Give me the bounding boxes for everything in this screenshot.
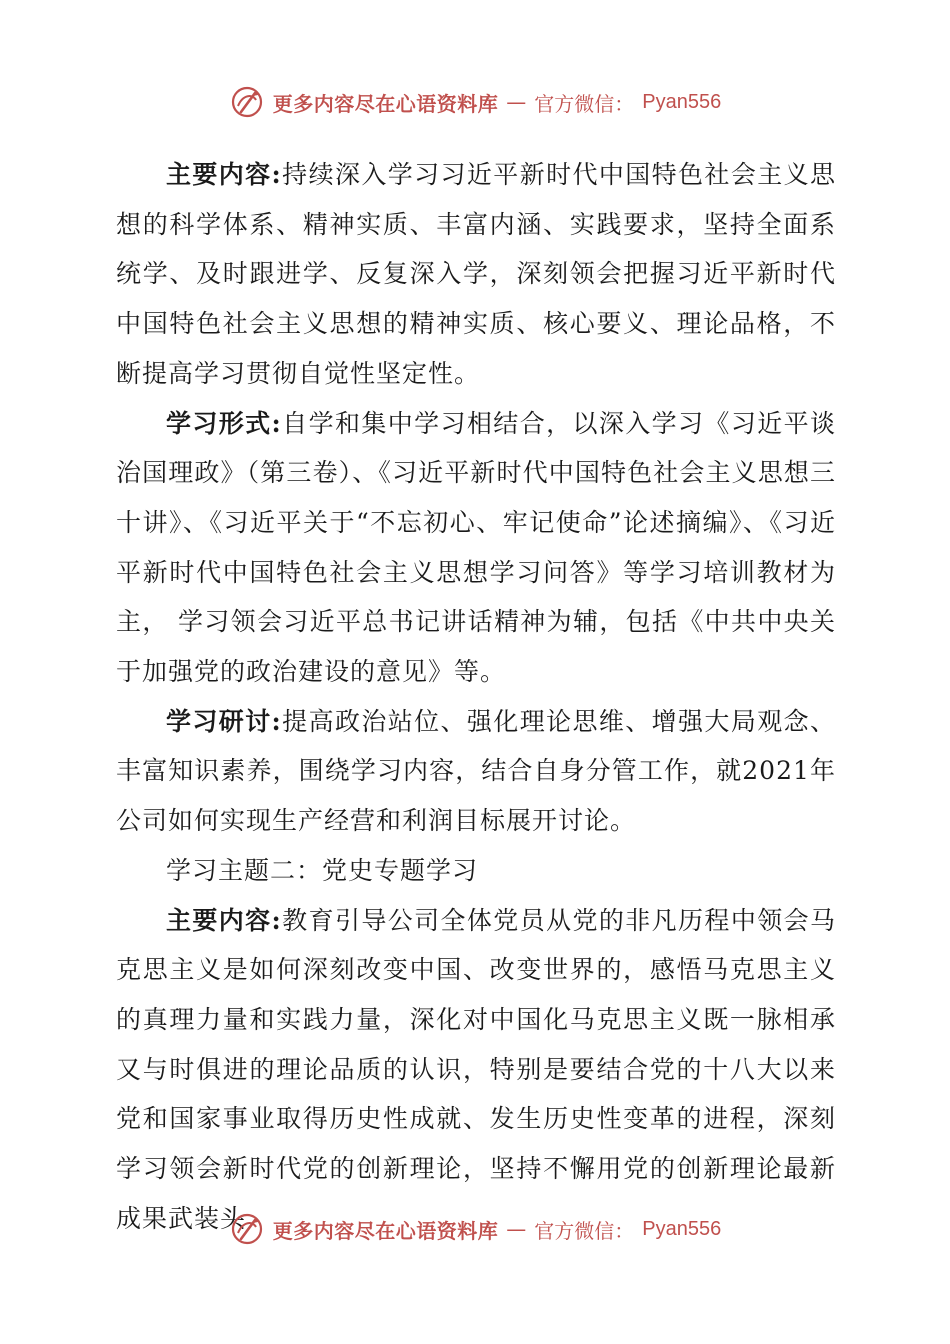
paragraph-main-content-1: [116, 150, 836, 399]
paragraph-text: 提高政治站位、强化理论思维、增强大局观念、丰富知识素养，围绕学习内容，结合自身分管工作，就2021年公司如何实现生产经营和利润目标展开讨论。: [116, 706, 836, 836]
pen-swirl-logo-icon: [229, 1211, 265, 1247]
banner-separator: —: [506, 1217, 527, 1241]
paragraph-study-form: [116, 399, 836, 697]
footer-banner: [0, 1207, 950, 1251]
banner-wechat-label: 官方微信：: [534, 91, 635, 116]
banner-wechat-id: Pyan556: [642, 90, 722, 113]
paragraph-main-content-2: [116, 896, 836, 1244]
document-body: [116, 150, 836, 1243]
paragraph-text: 持续深入学习习近平新时代中国特色社会主义思想的科学体系、精神实质、丰富内涵、实践要求，坚持全面系统学、及时跟进学、反复深入学，深刻领会把握习近平新时代中国特色社会主义思想的精神实质、核心要义、理论品格，不断提高学习贯彻自觉性坚定性。: [116, 160, 836, 388]
banner-wechat-label: 官方微信：: [534, 1218, 635, 1243]
banner-brand: 更多内容尽在心语资料库: [272, 91, 499, 116]
paragraph-text: 自学和集中学习相结合，以深入学习《习近平谈治国理政》（第三卷）、《习近平新时代中国特色社会主义思想三十讲》、《习近平关于“不忘初心、牢记使命”论述摘编》、《习近平新时代中国特色社会主义思想学习问答》等学习培训教材为主， 学习领会习近平总书记讲话精神为辅，包括《中共中央关于加强党的政治建设的意见》等。: [116, 408, 836, 687]
banner-separator: —: [506, 90, 527, 114]
paragraph-study-discussion: [116, 697, 836, 846]
banner-wechat-id: Pyan556: [642, 1217, 722, 1240]
banner-brand: 更多内容尽在心语资料库: [272, 1218, 499, 1243]
paragraph-text: 教育引导公司全体党员从党的非凡历程中领会马克思主义是如何深刻改变中国、改变世界的，感悟马克思主义的真理力量和实践力量，深化对中国化马克思主义既一脉相承又与时俱进的理论品质的认识，特别是要结合党的十八大以来党和国家事业取得历史性成就、发生历史性变革的进程，深刻学习领会新时代党的创新理论，坚持不懈用党的创新理论最新成果武装头: [116, 905, 836, 1233]
header-banner: [0, 80, 950, 124]
pen-swirl-logo-icon: [229, 84, 265, 120]
paragraph-label: 主要内容:: [166, 160, 282, 189]
paragraph-label: 主要内容:: [166, 905, 282, 935]
section-heading-theme-two: 学习主题二：党史专题学习: [166, 855, 479, 885]
paragraph-label: 学习研讨:: [166, 706, 282, 736]
paragraph-label: 学习形式:: [166, 408, 282, 438]
